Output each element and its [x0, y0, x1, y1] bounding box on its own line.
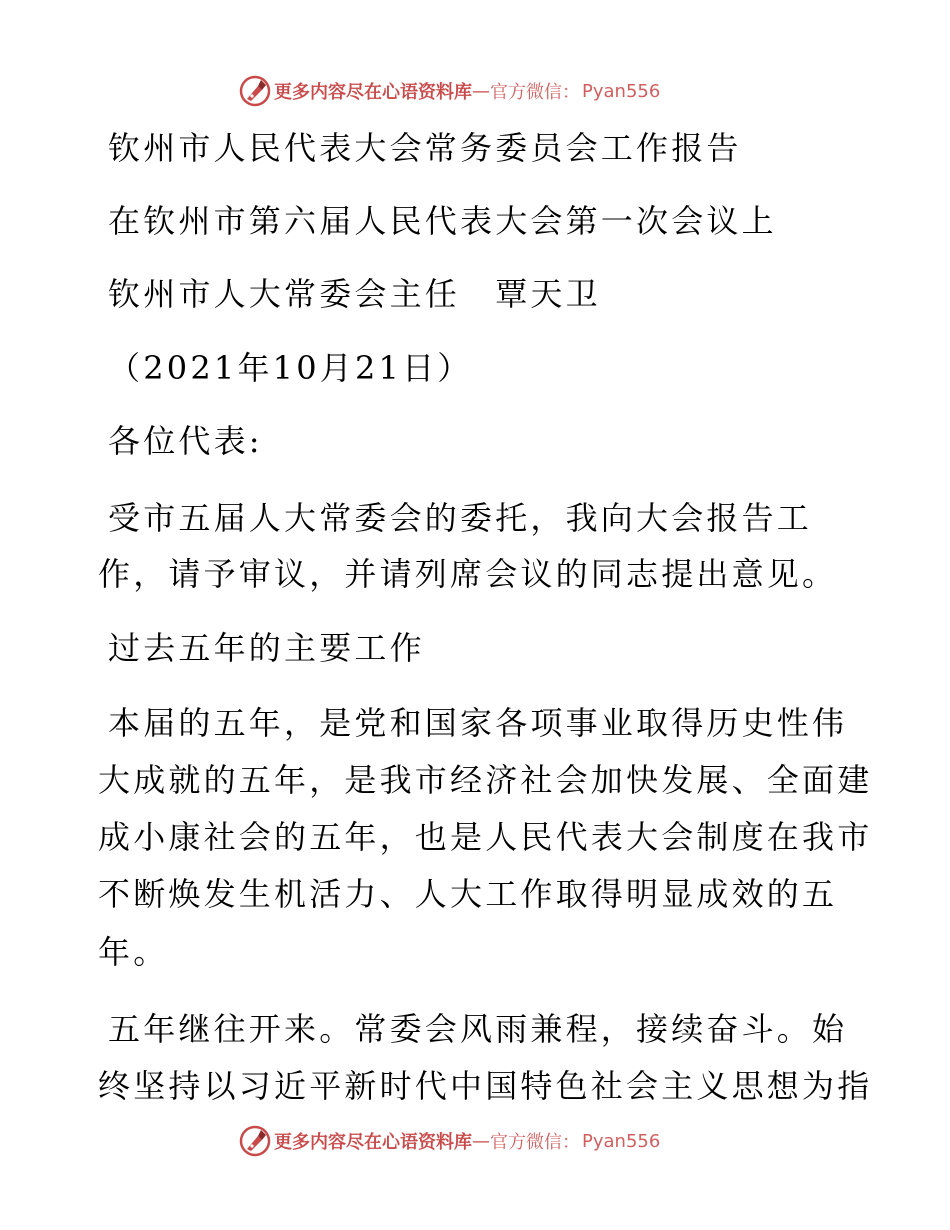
watermark-brand: 更多内容尽在心语资料库: [274, 82, 472, 103]
watermark-separator: —: [472, 1130, 490, 1152]
section-heading: 过去五年的主要工作: [108, 629, 425, 667]
watermark-footer: [238, 1124, 660, 1158]
paragraph-line: 五年继往开来。常委会风雨兼程，接续奋斗。始: [108, 1010, 848, 1048]
document-salutation: 各位代表:: [108, 422, 263, 460]
watermark-brand: 更多内容尽在心语资料库: [274, 1132, 472, 1153]
paragraph-line: 成小康社会的五年，也是人民代表大会制度在我市: [98, 818, 873, 856]
watermark-wechat-id: Pyan556: [582, 80, 661, 102]
paragraph-line: 本届的五年，是党和国家各项事业取得历史性伟: [108, 704, 848, 742]
intro-line: 受市五届人大常委会的委托，我向大会报告工: [108, 499, 813, 537]
watermark-separator: —: [472, 80, 490, 102]
watermark-label: 官方微信：: [490, 1132, 580, 1153]
watermark-label: 官方微信：: [490, 82, 580, 103]
paragraph-line: 终坚持以习近平新时代中国特色社会主义思想为指: [98, 1067, 873, 1105]
paragraph-line: 不断焕发生机活力、人大工作取得明显成效的五: [98, 875, 838, 913]
document-title: 钦州市人民代表大会常务委员会工作报告: [108, 129, 742, 167]
paragraph-line: 年。: [98, 933, 169, 971]
watermark-wechat-id: Pyan556: [582, 1130, 661, 1152]
intro-line: 作，请予审议，并请列席会议的同志提出意见。: [98, 555, 838, 593]
document-occasion: 在钦州市第六届人民代表大会第一次会议上: [108, 202, 777, 240]
document-reporter: 钦州市人大常委会主任 覃天卫: [108, 275, 601, 313]
pen-nib-circle-icon: [238, 1124, 272, 1158]
paragraph-line: 大成就的五年，是我市经济社会加快发展、全面建: [98, 761, 873, 799]
document-date: （2021年10月21日）: [108, 349, 473, 387]
